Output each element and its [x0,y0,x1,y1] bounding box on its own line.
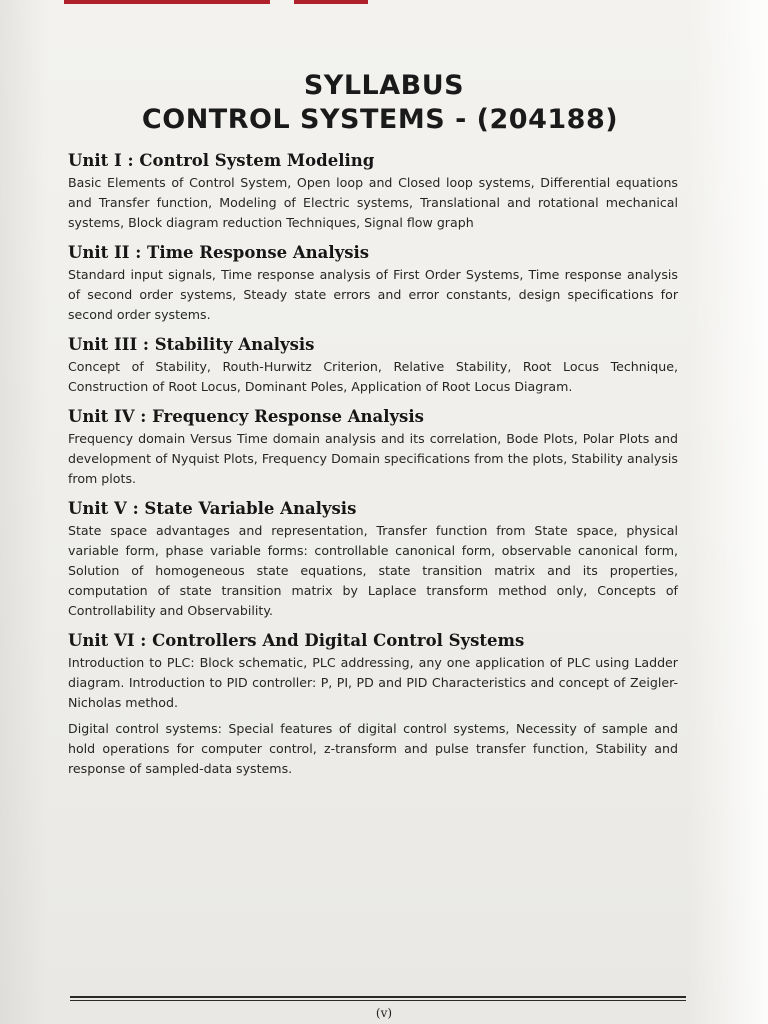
unit-section [68,242,678,325]
unit-section [68,406,678,489]
page-number: (v) [375,1006,393,1020]
top-binding-mark [64,0,270,4]
unit-section [68,630,678,779]
top-binding-mark [294,0,368,4]
unit-description: Standard input signals, Time response analysis of First Order Systems, Time response analysis of second order systems, Steady state errors and error constants, design specifications for second order systems. [68,267,678,322]
unit-heading: Unit VI : Controllers And Digital Control Systems [68,631,525,650]
page-right-highlight [688,0,768,1024]
page-title: SYLLABUS [303,70,465,101]
unit-heading: Unit III : Stability Analysis [68,335,315,354]
footer-rule [70,996,686,998]
unit-description: Introduction to PLC: Block schematic, PLC addressing, any one application of PLC using Ladder diagram. Introduction to PID controller: P, PI, PD and PID Characteristics and concept of Zeigler-Nicholas method. [68,655,678,710]
unit-section [68,150,678,233]
syllabus-content [68,150,678,788]
page-left-shadow [0,0,48,1024]
unit-section [68,498,678,621]
unit-description: Concept of Stability, Routh-Hurwitz Criterion, Relative Stability, Root Locus Technique, Construction of Root Locus, Dominant Poles, Application of Root Locus Diagram. [68,359,678,394]
unit-heading: Unit II : Time Response Analysis [68,243,370,262]
unit-heading: Unit IV : Frequency Response Analysis [68,407,424,426]
unit-heading: Unit V : State Variable Analysis [68,499,357,518]
footer-rule [70,1000,686,1001]
unit-section [68,334,678,397]
unit-heading: Unit I : Control System Modeling [68,151,375,170]
page-subtitle: CONTROL SYSTEMS - (204188) [141,104,619,135]
unit-description: State space advantages and representation, Transfer function from State space, physical variable form, phase variable forms: controllable canonical form, observable canonical form, Solution of homogeneous state equations, state transition matrix and its properties, computation of state transition matrix by Laplace transform method only, Concepts of Controllability and Observability. [68,523,678,618]
unit-description: Digital control systems: Special features of digital control systems, Necessity of sample and hold operations for computer control, z-transform and pulse transfer function, Stability and response of sampled-data systems. [68,721,678,776]
unit-description: Frequency domain Versus Time domain analysis and its correlation, Bode Plots, Polar Plots and development of Nyquist Plots, Frequency Domain specifications from the plots, Stability analysis from plots. [68,431,678,486]
unit-description: Basic Elements of Control System, Open loop and Closed loop systems, Differential equations and Transfer function, Modeling of Electric systems, Translational and rotational mechanical systems, Block diagram reduction Techniques, Signal flow graph [68,175,678,230]
